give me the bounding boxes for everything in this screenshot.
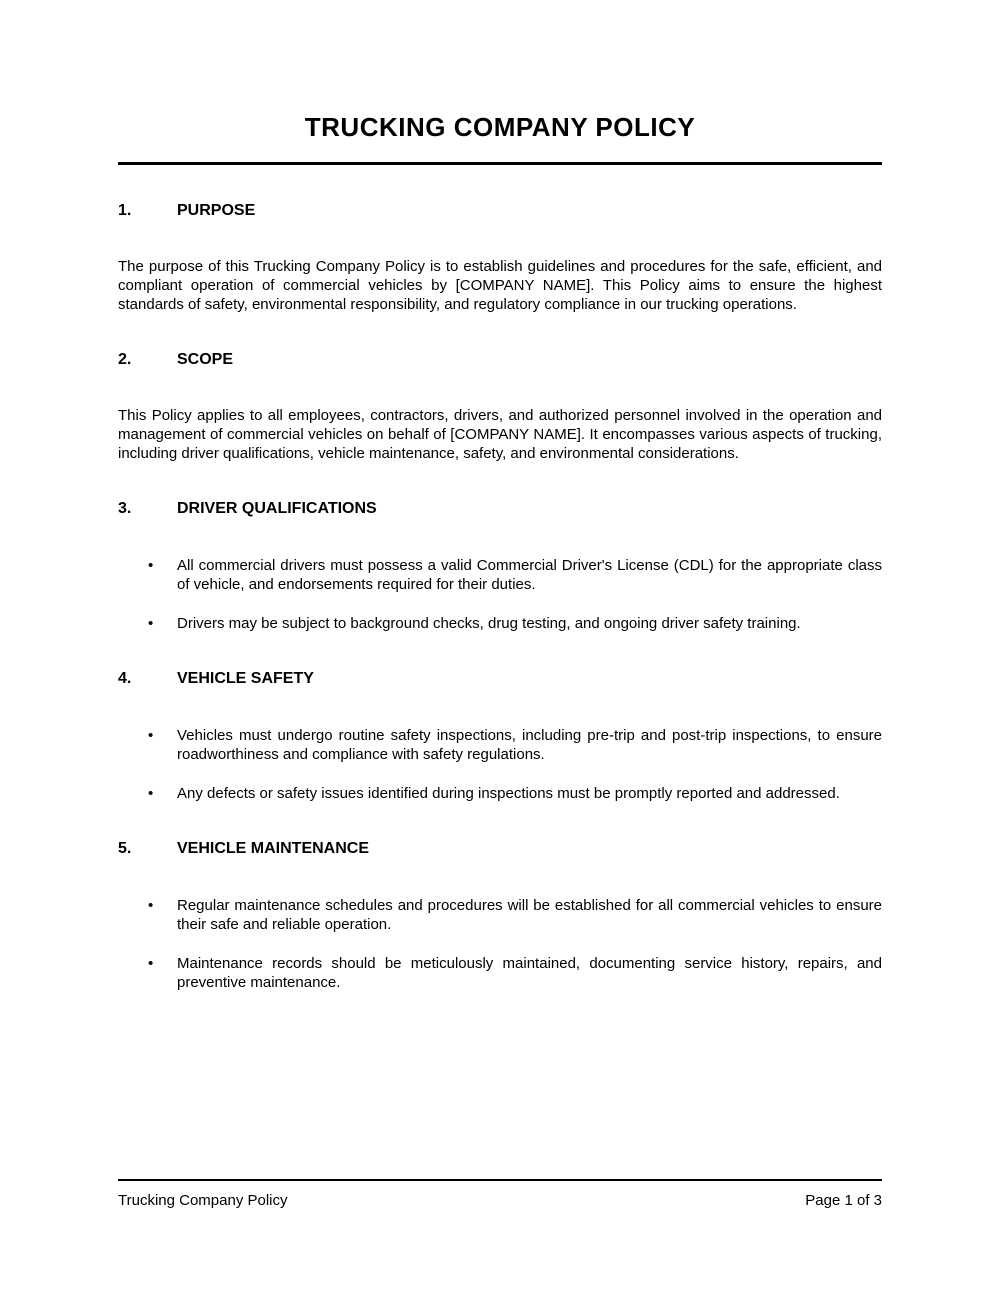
footer-row — [118, 1191, 882, 1210]
bullet-icon: • — [148, 727, 154, 744]
section-scope — [118, 350, 882, 463]
section-heading: VEHICLE MAINTENANCE — [177, 840, 370, 857]
document-title: TRUCKING COMPANY POLICY — [304, 112, 696, 142]
section-number: 2. — [118, 351, 132, 368]
bullet-text: All commercial drivers must possess a valid Commercial Driver's License (CDL) for the appropriate class of vehicle, and endorsements required for their duties. — [177, 557, 882, 593]
bullet-item — [118, 726, 882, 764]
bullet-text: Regular maintenance schedules and procedures will be established for all commercial vehicles to ensure their safe and reliable operation. — [177, 897, 882, 933]
section-number: 1. — [118, 202, 132, 219]
section-driver-qualifications — [118, 499, 882, 633]
section-purpose — [118, 201, 882, 314]
document-content — [118, 0, 882, 992]
footer-doc-title: Trucking Company Policy — [118, 1192, 288, 1209]
section-heading-row — [118, 350, 882, 370]
title-rule — [118, 162, 882, 165]
section-paragraph: The purpose of this Trucking Company Policy is to establish guidelines and procedures for the safe, efficient, and compliant operation of commercial vehicles by [COMPANY NAME]. This Policy aims to ensure the highest standards of safety, environmental responsibility, and regulatory compliance in our trucking operations. — [118, 258, 882, 313]
section-heading-row — [118, 201, 882, 221]
footer-rule — [118, 1179, 882, 1181]
bullet-icon: • — [148, 557, 154, 574]
bullet-item — [118, 614, 882, 633]
bullet-text: Any defects or safety issues identified during inspections must be promptly reported and addressed. — [177, 785, 840, 802]
bullet-icon: • — [148, 897, 154, 914]
section-number: 3. — [118, 500, 132, 517]
bullet-text: Vehicles must undergo routine safety inspections, including pre-trip and post-trip inspections, to ensure roadworthiness and compliance with safety regulations. — [177, 727, 882, 763]
footer-page-number: Page 1 of 3 — [805, 1192, 882, 1209]
section-heading-row — [118, 499, 882, 519]
section-heading: PURPOSE — [177, 202, 256, 219]
bullet-text: Drivers may be subject to background checks, drug testing, and ongoing driver safety training. — [177, 615, 801, 632]
page-footer — [118, 1179, 882, 1210]
section-vehicle-safety — [118, 669, 882, 803]
bullet-item — [118, 896, 882, 934]
bullet-item — [118, 556, 882, 594]
section-heading: SCOPE — [177, 351, 234, 368]
bullet-icon: • — [148, 955, 154, 972]
bullet-item — [118, 954, 882, 992]
bullet-icon: • — [148, 785, 154, 802]
section-paragraph: This Policy applies to all employees, contractors, drivers, and authorized personnel involved in the operation and management of commercial vehicles on behalf of [COMPANY NAME]. It encompasses various aspects of trucking, including driver qualifications, vehicle maintenance, safety, and environmental considerations. — [118, 407, 882, 462]
section-number: 4. — [118, 670, 132, 687]
bullet-icon: • — [148, 615, 154, 632]
bullet-item — [118, 784, 882, 803]
section-heading: VEHICLE SAFETY — [177, 670, 314, 687]
section-heading: DRIVER QUALIFICATIONS — [177, 500, 377, 517]
section-heading-row — [118, 669, 882, 689]
bullet-text: Maintenance records should be meticulously maintained, documenting service history, repairs, and preventive maintenance. — [177, 955, 882, 991]
section-vehicle-maintenance — [118, 839, 882, 992]
section-heading-row — [118, 839, 882, 859]
section-number: 5. — [118, 840, 132, 857]
